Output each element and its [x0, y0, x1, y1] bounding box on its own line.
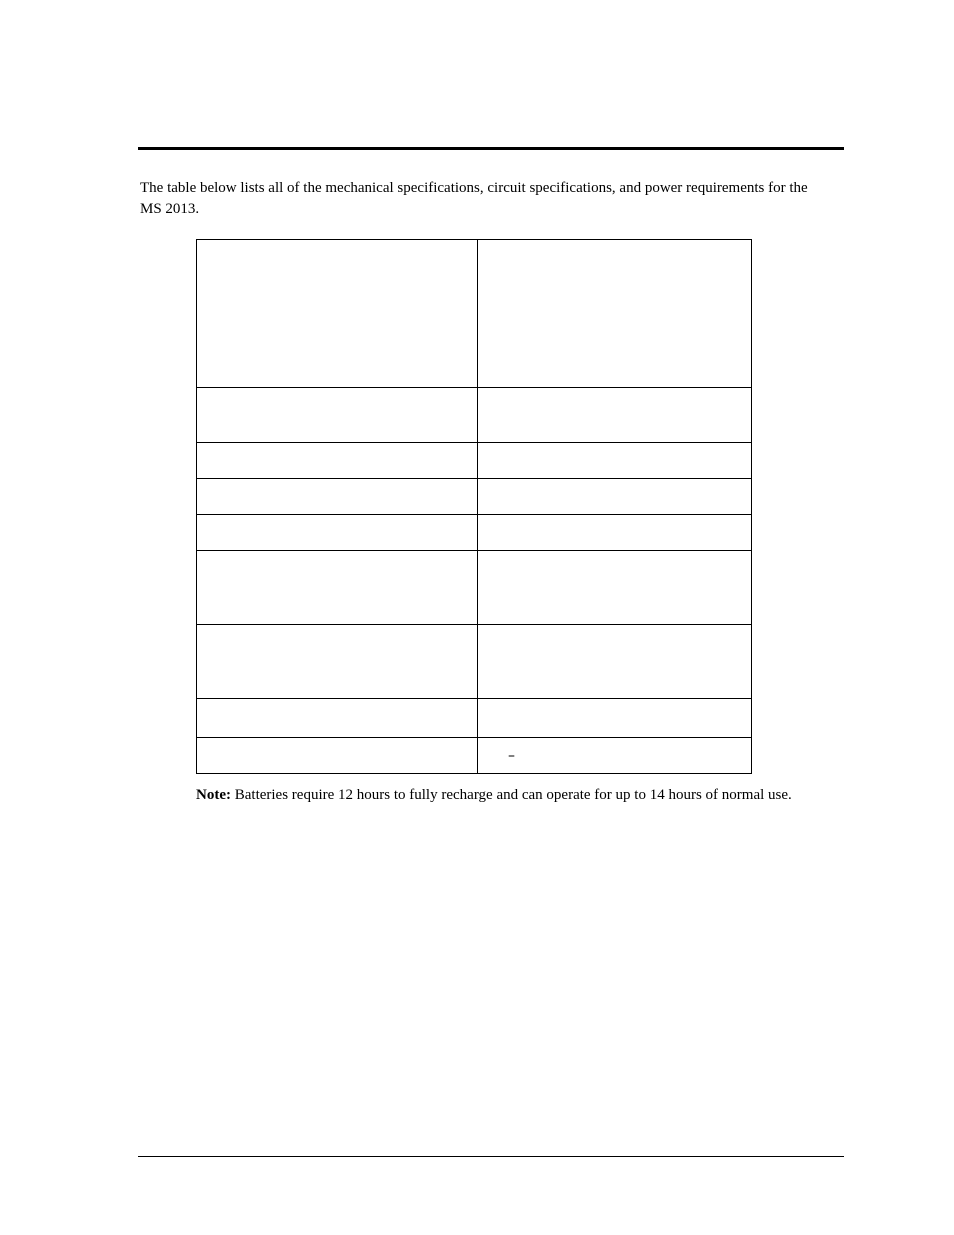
spec-value-cell — [478, 240, 752, 388]
table-row — [197, 699, 752, 738]
spec-value-cell — [478, 699, 752, 738]
table-row — [197, 625, 752, 699]
table-row — [197, 551, 752, 625]
spec-value-cell — [478, 479, 752, 515]
spec-label-cell — [197, 479, 478, 515]
spec-label-cell — [197, 551, 478, 625]
note-label: Note: — [196, 787, 231, 803]
spec-value-cell — [478, 515, 752, 551]
spec-label-cell — [197, 738, 478, 774]
header-rule — [138, 147, 844, 150]
table-row — [197, 388, 752, 443]
note-text: Batteries require 12 hours to fully recharge and can operate for up to 14 hours of normal use. — [230, 787, 792, 803]
spec-label-cell — [197, 443, 478, 479]
intro-paragraph: The table below lists all of the mechanical specifications, circuit specifications, and power requirements for the MS 2013. — [140, 180, 808, 217]
spec-label-cell — [197, 699, 478, 738]
spec-value-cell — [478, 388, 752, 443]
footer-rule — [138, 1156, 844, 1157]
spec-label-cell — [197, 625, 478, 699]
note-paragraph — [196, 785, 806, 806]
table-row — [197, 479, 752, 515]
table-row — [197, 240, 752, 388]
spec-value-cell — [478, 443, 752, 479]
spec-value-cell — [478, 625, 752, 699]
spec-label-cell — [197, 515, 478, 551]
spec-label-cell — [197, 240, 478, 388]
spec-value-cell: – — [478, 738, 752, 774]
specifications-table — [196, 239, 752, 774]
table-row — [197, 443, 752, 479]
table-row — [197, 738, 752, 774]
spec-value-cell — [478, 551, 752, 625]
spec-label-cell — [197, 388, 478, 443]
table-row — [197, 515, 752, 551]
